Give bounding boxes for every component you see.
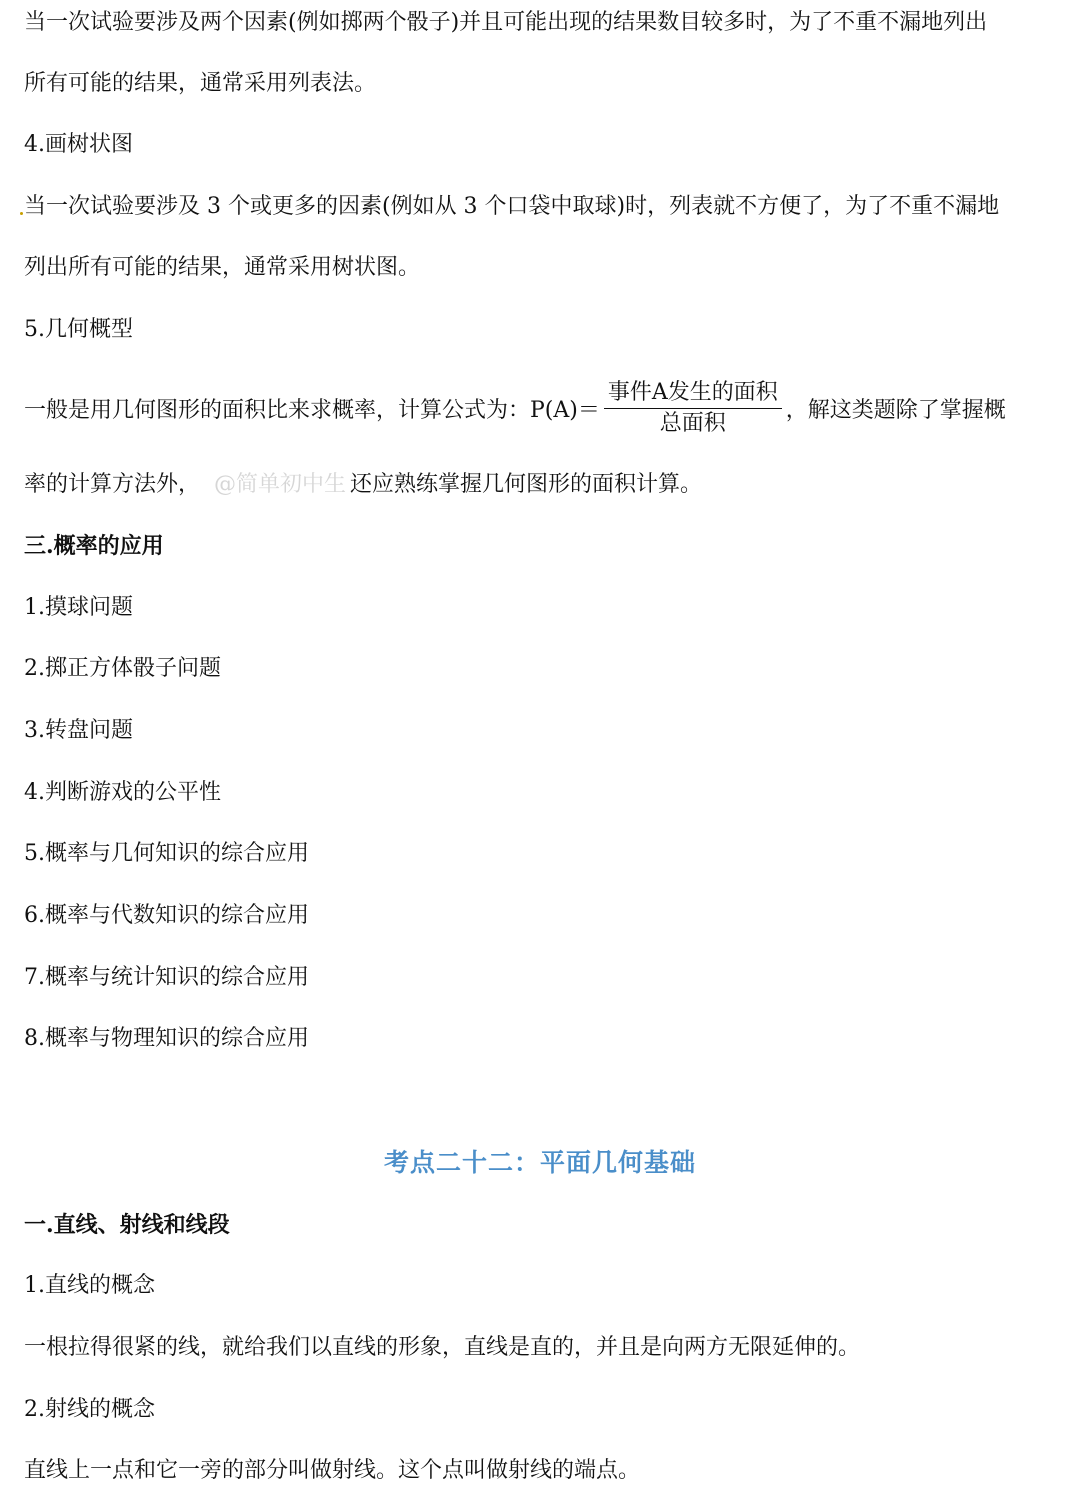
line-concept-heading: 1.直线的概念 [24,1273,155,1298]
list-item: 8.概率与物理知识的综合应用 [24,1026,309,1051]
geometric-probability-formula-line [24,378,1072,438]
formula-prefix-text: 一般是用几何图形的面积比来求概率，计算公式为：P(A)＝ [24,397,600,423]
line-2-suffix: 还应熟练掌握几何图形的面积计算。 [350,472,703,497]
geometric-probability-heading: 5.几何概型 [24,317,133,342]
list-item: 7.概率与统计知识的综合应用 [24,965,309,990]
list-item: 6.概率与代数知识的综合应用 [24,903,309,928]
fraction-numerator: 事件A发生的面积 [604,380,782,409]
tree-diagram-paragraph-line-2: 列出所有可能的结果，通常采用树状图。 [24,255,421,280]
list-item: 4.判断游戏的公平性 [24,780,221,805]
geometric-probability-paragraph-line-2 [24,470,1072,500]
list-item: 1.摸球问题 [24,595,133,620]
ink-mark [20,212,23,215]
formula-suffix-text: ，解这类题除了掌握概 [785,397,1006,423]
list-item: 3.转盘问题 [24,718,133,743]
section-one-heading: 一.直线、射线和线段 [24,1212,230,1238]
tree-diagram-paragraph-line-1: 当一次试验要涉及 3 个或更多的因素(例如从 3 个口袋中取球)时，列表就不方便了，为了不重不漏地 [24,194,1000,219]
fraction-denominator: 总面积 [659,410,726,436]
list-item: 2.掷正方体骰子问题 [24,656,221,681]
kaodian-title: 考点二十二：平面几何基础 [383,1148,696,1177]
ray-concept-heading: 2.射线的概念 [24,1397,155,1422]
line-2-prefix: 率的计算方法外， [24,472,201,497]
line-concept-text: 一根拉得很紧的线，就给我们以直线的形象，直线是直的，并且是向两方无限延伸的。 [24,1335,861,1360]
list-item: 5.概率与几何知识的综合应用 [24,841,309,866]
list-method-paragraph-line-1: 当一次试验要涉及两个因素(例如掷两个骰子)并且可能出现的结果数目较多时，为了不重不漏地列出 [24,10,988,35]
watermark-text: @简单初中生 [214,472,347,497]
tree-diagram-heading: 4.画树状图 [24,132,133,157]
section-three-heading: 三.概率的应用 [24,533,164,559]
probability-fraction [604,380,782,437]
list-method-paragraph-line-2: 所有可能的结果，通常采用列表法。 [24,71,377,96]
ray-concept-text: 直线上一点和它一旁的部分叫做射线。这个点叫做射线的端点。 [24,1458,641,1483]
